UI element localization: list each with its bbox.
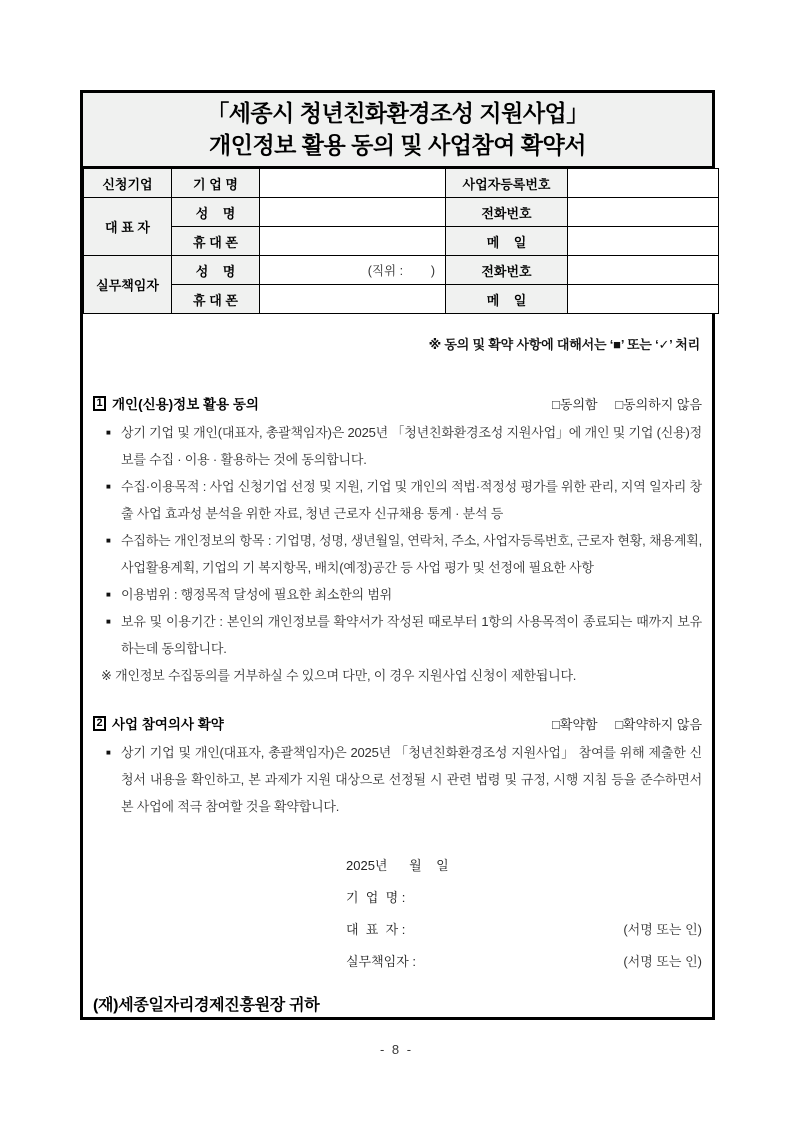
signature-manager-seal-note: (서명 또는 인)	[623, 954, 702, 969]
signature-date: 2025년 월 일	[346, 858, 449, 873]
field-label-ceo-email: 메 일	[446, 227, 568, 256]
group-label-ceo: 대 표 자	[84, 198, 172, 256]
section1-heading	[93, 393, 702, 413]
section1-bullet-5-text: 보유 및 이용기간 : 본인의 개인정보를 확약서가 작성된 때로부터 1항의 사용목적이 종료되는 때까지 보유하는데 동의합니다.	[121, 614, 702, 656]
section1-bullet-3	[93, 527, 702, 581]
field-label-company-name: 기 업 명	[172, 169, 260, 198]
section1-title: 개인(신용)정보 활용 동의	[112, 397, 259, 412]
field-label-manager-phone: 전화번호	[446, 256, 568, 285]
field-value-ceo-phone	[568, 198, 719, 227]
form-body	[83, 334, 712, 1015]
bullet-square-icon: ■	[106, 748, 111, 757]
page-number: - 8 -	[379, 1042, 414, 1057]
signature-manager-row	[346, 946, 702, 978]
section1-bullet-2-text: 수집·이용목적 : 사업 신청기업 선정 및 지원, 기업 및 개인의 적법·적정성 평가를 위한 관리, 지역 일자리 창출 사업 효과성 분석을 위한 자료, 청년 근로자 신규채용 통계 · 분석 등	[121, 479, 702, 521]
section1-bullet-5	[93, 608, 702, 662]
field-value-ceo-mobile	[260, 227, 446, 256]
applicant-info-table	[83, 168, 719, 314]
section1-title-wrap	[93, 393, 259, 413]
section2-bullet-1	[93, 739, 702, 820]
field-value-manager-name-position: (직위 : )	[260, 256, 446, 285]
group-label-manager: 실무책임자	[84, 256, 172, 314]
section1-bullet-2	[93, 473, 702, 527]
bullet-square-icon: ■	[106, 482, 111, 491]
field-label-manager-mobile: 휴 대 폰	[172, 285, 260, 314]
section1-options	[538, 394, 702, 413]
section2-option-disagree: □확약하지 않음	[615, 716, 702, 732]
section2-heading	[93, 713, 702, 733]
field-value-business-reg-no	[568, 169, 719, 198]
section2-bullet-1-text: 상기 기업 및 개인(대표자, 총괄책임자)은 2025년 「청년친화환경조성 지원사업」 참여를 위해 제출한 신청서 내용을 확인하고, 본 과제가 지원 대상으로 선정될 시 관련 법령 및 규정, 시행 지침 등을 준수하면서 본 사업에 적극 참여할 것을 확약합니다.	[121, 745, 702, 814]
form-title-line2: 개인정보 활용 동의 및 사업참여 확약서	[209, 132, 586, 158]
bullet-square-icon: ■	[106, 590, 111, 599]
field-label-ceo-mobile: 휴 대 폰	[172, 227, 260, 256]
signature-block	[346, 850, 702, 978]
field-value-manager-email	[568, 285, 719, 314]
bullet-square-icon: ■	[106, 536, 111, 545]
table-row-manager-mobile	[84, 285, 719, 314]
field-label-ceo-name: 성 명	[172, 198, 260, 227]
section1-bullet-4	[93, 581, 702, 608]
form-title	[83, 93, 712, 168]
signature-company-row	[346, 882, 702, 914]
recipient-line: (재)세종일자리경제진흥원장 귀하	[93, 997, 320, 1014]
section2-option-agree: □확약함	[552, 716, 598, 732]
section2-number-icon: 2	[93, 716, 106, 731]
signature-manager-label: 실무책임자 :	[346, 954, 417, 969]
section1-bullet-1-text: 상기 기업 및 개인(대표자, 총괄책임자)은 2025년 「청년친화환경조성 지원사업」에 개인 및 기업 (신용)정보를 수집 · 이용 · 활용하는 것에 동의합니다.	[121, 425, 702, 467]
section1-number-icon: 1	[93, 396, 106, 411]
table-row-ceo-name	[84, 198, 719, 227]
table-row-manager-name	[84, 256, 719, 285]
signature-company-label: 기 업 명 :	[346, 890, 406, 905]
section1-option-disagree: □동의하지 않음	[615, 396, 702, 412]
signature-ceo-row	[346, 914, 702, 946]
field-label-manager-email: 메 일	[446, 285, 568, 314]
section2-bullet-list	[93, 739, 702, 820]
signature-ceo-seal-note: (서명 또는 인)	[623, 922, 702, 937]
section1-option-agree: □동의함	[552, 396, 598, 412]
group-label-company: 신청기업	[84, 169, 172, 198]
field-label-business-reg-no: 사업자등록번호	[446, 169, 568, 198]
section2-title: 사업 참여의사 확약	[112, 717, 224, 732]
field-value-ceo-name	[260, 198, 446, 227]
signature-ceo-label: 대 표 자 :	[346, 922, 406, 937]
signature-date-row	[346, 850, 702, 882]
form-outline	[80, 90, 715, 1020]
section1-refusal-note: ※ 개인정보 수집동의를 거부하실 수 있으며 다만, 이 경우 지원사업 신청이 제한됩니다.	[101, 668, 577, 683]
section1-bullet-list	[93, 419, 702, 662]
field-value-manager-phone	[568, 256, 719, 285]
field-label-manager-name: 성 명	[172, 256, 260, 285]
field-value-company-name	[260, 169, 446, 198]
section1-bullet-4-text: 이용범위 : 행정목적 달성에 필요한 최소한의 범위	[121, 587, 393, 602]
marking-instruction: ※ 동의 및 확약 사항에 대해서는 ‘■’ 또는 ‘✓’ 처리	[428, 337, 700, 352]
bullet-square-icon: ■	[106, 617, 111, 626]
section1-bullet-3-text: 수집하는 개인정보의 항목 : 기업명, 성명, 생년월일, 연락처, 주소, 사업자등록번호, 근로자 현황, 채용계획, 사업활용계획, 기업의 기 복지항목, 배치(예정)공간 등 사업 평가 및 선정에 필요한 사항	[121, 533, 702, 575]
table-row-company	[84, 169, 719, 198]
section2-title-wrap	[93, 713, 224, 733]
field-value-manager-mobile	[260, 285, 446, 314]
field-label-ceo-phone: 전화번호	[446, 198, 568, 227]
form-title-line1: 「세종시 청년친화환경조성 지원사업」	[206, 100, 589, 126]
table-row-ceo-mobile	[84, 227, 719, 256]
section1-bullet-1	[93, 419, 702, 473]
bullet-square-icon: ■	[106, 428, 111, 437]
section2-options	[538, 714, 702, 733]
field-value-ceo-email	[568, 227, 719, 256]
